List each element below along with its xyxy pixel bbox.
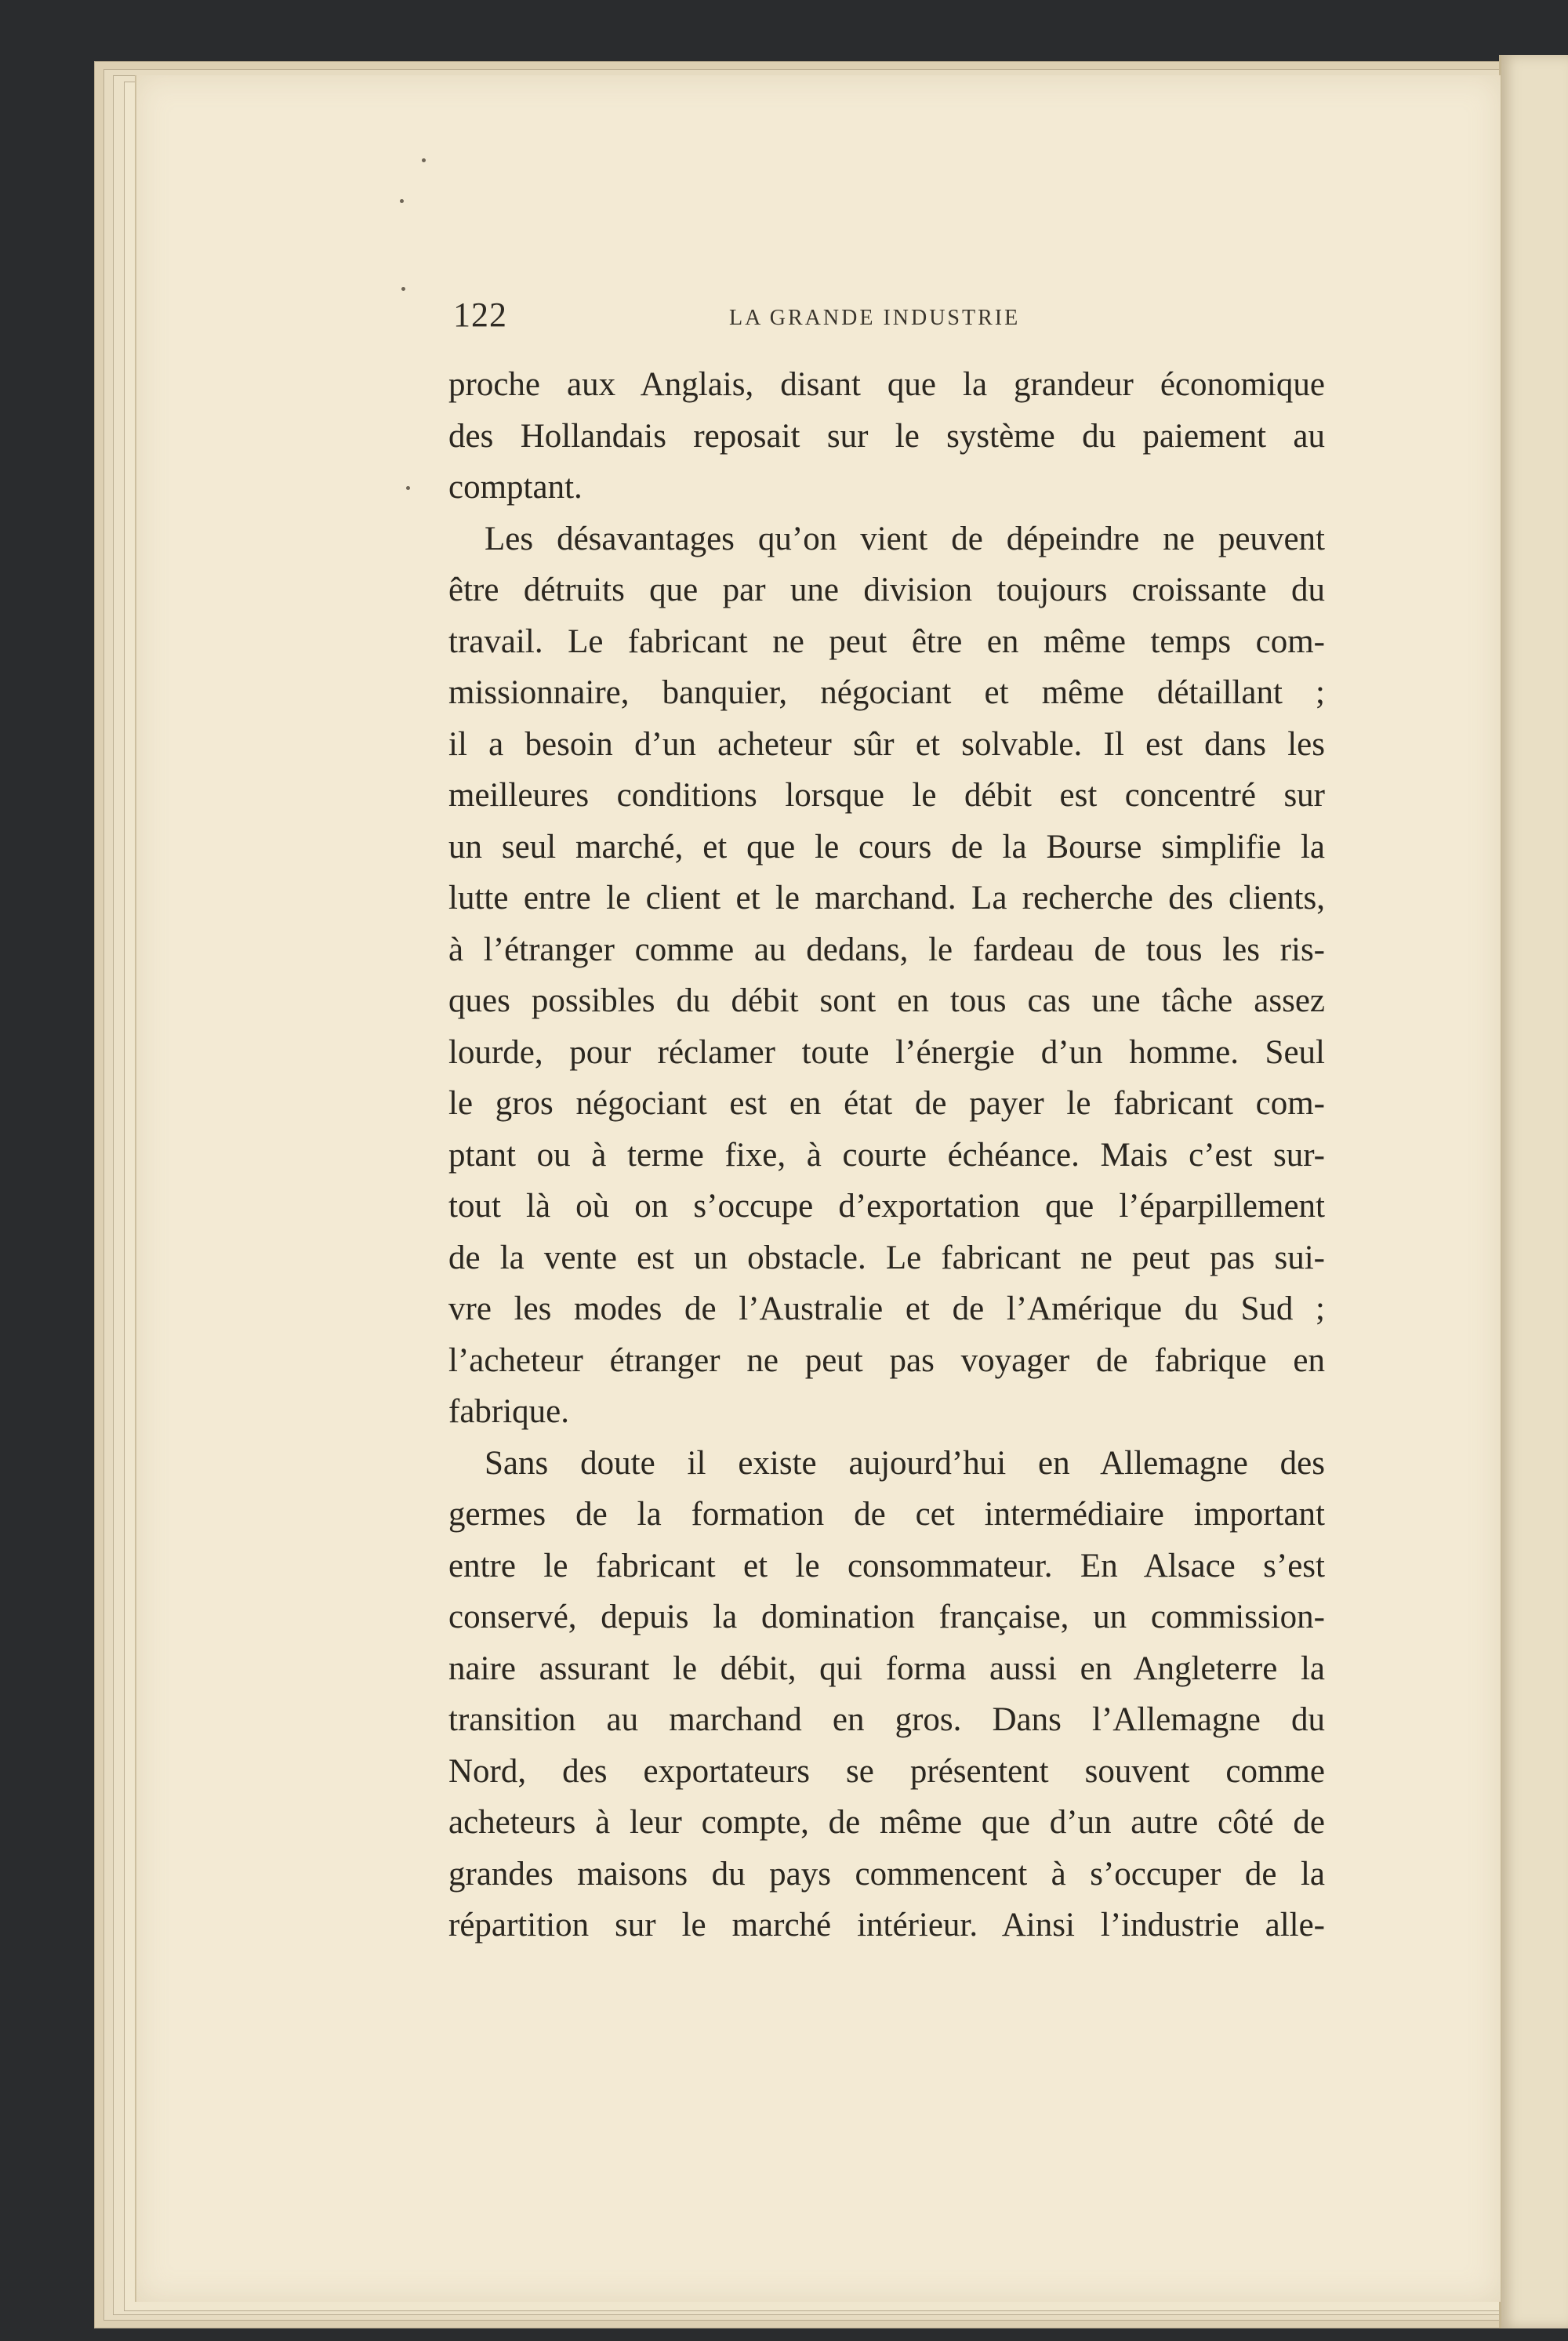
text-line: être détruits que par une division toujours croissante du bbox=[448, 572, 1325, 608]
paper-speck bbox=[422, 158, 426, 162]
text-line: l’acheteur étranger ne peut pas voyager de fabrique en bbox=[448, 1341, 1325, 1379]
text-line: il a besoin d’un acheteur sûr et solvable. Il est dans les bbox=[448, 725, 1325, 763]
facing-page-sliver bbox=[1499, 55, 1568, 2328]
text-line: vre les modes de l’Australie et de l’Amérique du Sud ; bbox=[448, 1290, 1325, 1327]
text-line: entre le fabricant et le consommateur. En Alsace s’est bbox=[448, 1547, 1325, 1584]
text-line: grandes maisons du pays commencent à s’occuper de la bbox=[448, 1855, 1325, 1893]
text-line: de la vente est un obstacle. Le fabricant ne peut pas sui- bbox=[448, 1239, 1325, 1276]
paper-speck bbox=[401, 287, 405, 291]
text-line: ques possibles du débit sont en tous cas une tâche assez bbox=[448, 982, 1325, 1019]
text-line: un seul marché, et que le cours de la Bourse simplifie la bbox=[448, 828, 1325, 866]
running-head bbox=[453, 295, 1323, 342]
text-line: Les désavantages qu’on vient de dépeindre ne peuvent bbox=[485, 520, 1325, 557]
paper-speck bbox=[406, 486, 410, 490]
text-line: comptant. bbox=[448, 469, 583, 506]
text-line: naire assurant le débit, qui forma aussi en Angleterre la bbox=[448, 1650, 1325, 1687]
text-line: des Hollandais reposait sur le système du paiement au bbox=[448, 417, 1325, 455]
text-line: lutte entre le client et le marchand. La recherche des clients, bbox=[448, 880, 1325, 916]
text-line: répartition sur le marché intérieur. Ainsi l’industrie alle- bbox=[448, 1907, 1325, 1944]
text-line: germes de la formation de cet intermédiaire important bbox=[448, 1496, 1325, 1533]
text-line: proche aux Anglais, disant que la grandeur économique bbox=[448, 366, 1325, 403]
running-head-title: LA GRANDE INDUSTRIE bbox=[729, 306, 1021, 330]
text-line: ptant ou à terme fixe, à courte échéance. Mais c’est sur- bbox=[448, 1136, 1325, 1174]
text-line: missionnaire, banquier, négociant et même détaillant ; bbox=[448, 674, 1325, 711]
text-line: Sans doute il existe aujourd’hui en Allemagne des bbox=[485, 1444, 1325, 1482]
text-line: travail. Le fabricant ne peut être en même temps com- bbox=[448, 622, 1325, 660]
text-line: fabrique. bbox=[448, 1393, 570, 1430]
text-line: conservé, depuis la domination française, un commission- bbox=[448, 1599, 1325, 1635]
text-line: acheteurs à leur compte, de même que d’un autre côté de bbox=[448, 1804, 1325, 1841]
body-text bbox=[448, 359, 1325, 1951]
text-line: lourde, pour réclamer toute l’énergie d’un homme. Seul bbox=[448, 1033, 1325, 1071]
page-number: 122 bbox=[453, 296, 507, 334]
text-line: transition au marchand en gros. Dans l’Allemagne du bbox=[448, 1701, 1325, 1738]
text-line: le gros négociant est en état de payer le fabricant com- bbox=[448, 1085, 1325, 1122]
text-line: Nord, des exportateurs se présentent souvent comme bbox=[448, 1752, 1325, 1790]
text-line: à l’étranger comme au dedans, le fardeau de tous les ris- bbox=[448, 931, 1325, 968]
text-line: tout là où on s’occupe d’exportation que l’éparpillement bbox=[448, 1188, 1325, 1225]
text-line: meilleures conditions lorsque le débit est concentré sur bbox=[448, 777, 1325, 814]
paper-speck bbox=[400, 199, 404, 203]
